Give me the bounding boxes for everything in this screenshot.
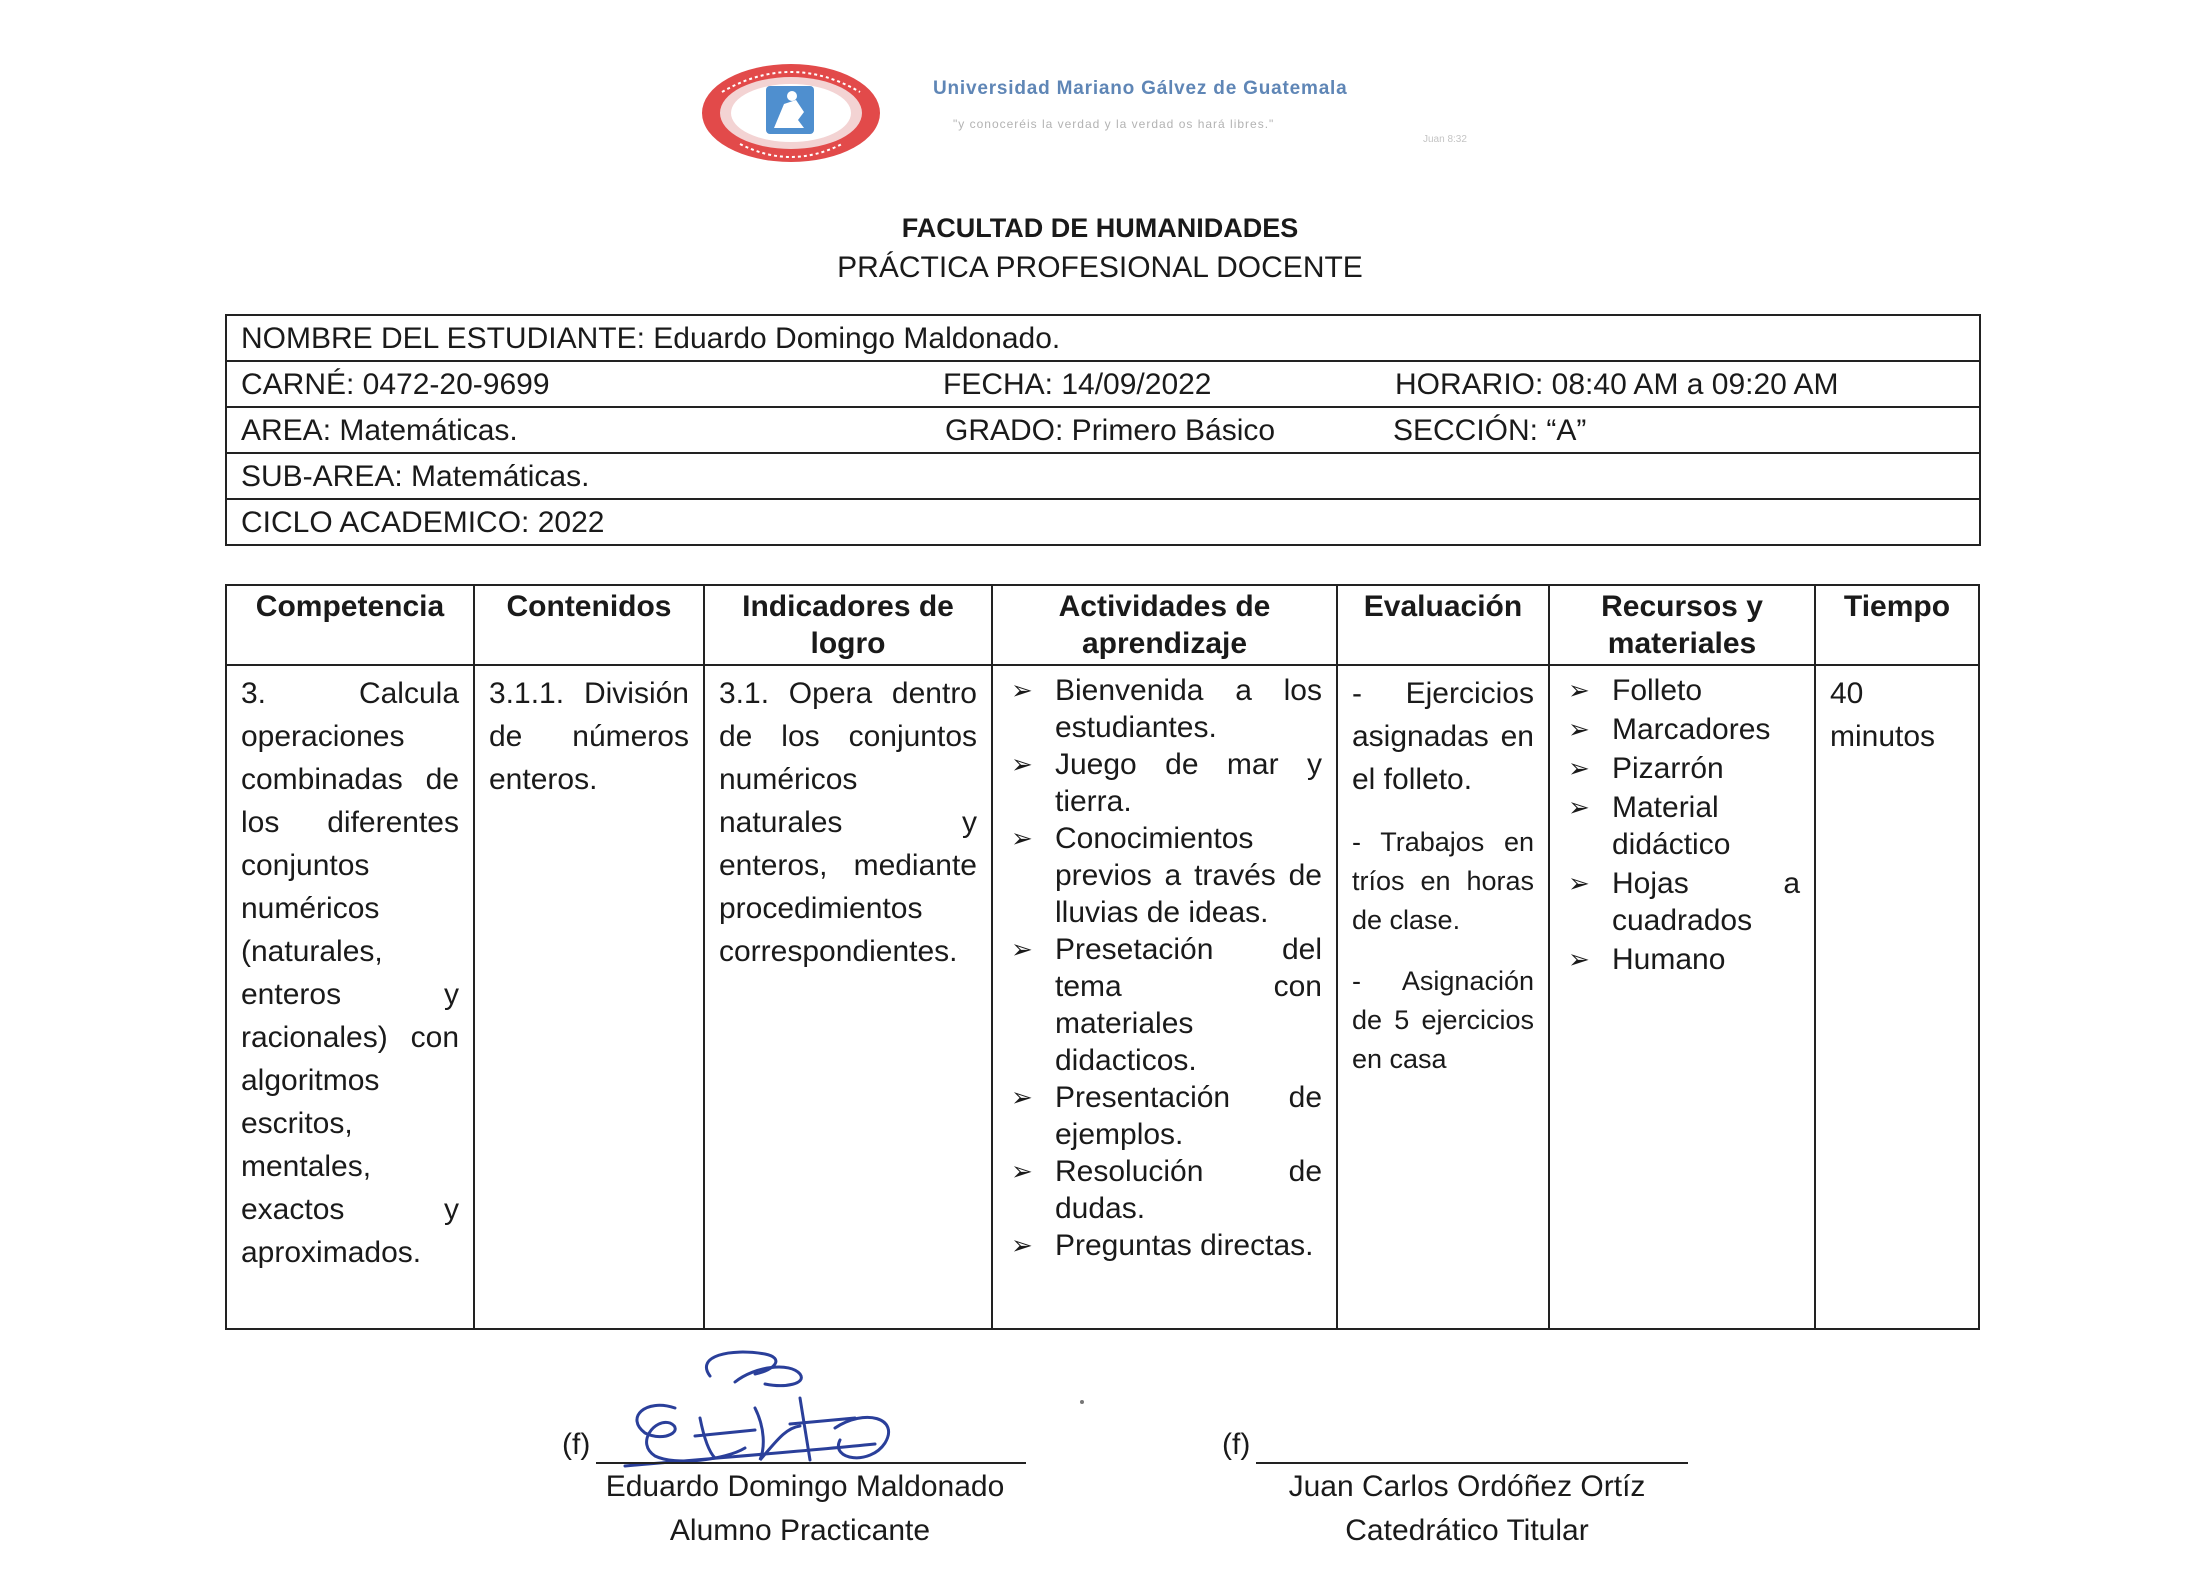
scan-speck <box>1080 1400 1084 1404</box>
contenidos-cell: 3.1.1. División de números enteros. <box>474 665 704 1329</box>
ciclo-academico: CICLO ACADEMICO: 2022 <box>241 506 605 539</box>
horario: HORARIO: 08:40 AM a 09:20 AM <box>1395 368 1839 401</box>
university-name: Universidad Mariano Gálvez de Guatemala <box>933 78 1348 99</box>
actividades-cell <box>992 665 1337 1329</box>
info-row-student <box>227 316 1979 362</box>
evaluation-item: - Trabajos en tríos en horas de clase. <box>1352 827 1534 935</box>
list-item: ➢ Conocimientos previos a través de lluvias de ideas. <box>1007 820 1322 931</box>
evaluacion-cell <box>1337 665 1549 1329</box>
grado: GRADO: Primero Básico <box>945 414 1276 447</box>
student-sign-prefix: (f) <box>562 1428 591 1461</box>
info-row-ciclo <box>227 500 1979 544</box>
list-item: ➢ Hojas a cuadrados <box>1564 865 1800 939</box>
header-evaluacion: Evaluación <box>1337 585 1549 665</box>
document-title: PRÁCTICA PROFESIONAL DOCENTE <box>837 251 1363 284</box>
teacher-sign-role: Catedrático Titular <box>1345 1514 1589 1547</box>
teacher-signature-line <box>1256 1462 1688 1464</box>
list-item: ➢ Pizarrón <box>1564 750 1800 787</box>
table-row <box>226 665 1979 1329</box>
activities-list <box>1007 672 1322 1264</box>
teacher-sign-name: Juan Carlos Ordóñez Ortíz <box>1288 1470 1646 1503</box>
teacher-sign-prefix: (f) <box>1222 1428 1251 1461</box>
list-item: ➢ Presentación de ejemplos. <box>1007 1079 1322 1153</box>
tiempo-cell: 40 minutos <box>1815 665 1979 1329</box>
competencia-cell: 3. Calcula operaciones combinadas de los diferentes conjuntos numéricos (naturales, enteros y racionales) con algoritmos escritos, mentales, exactos y aproximados. <box>226 665 474 1329</box>
list-item: ➢ Preguntas directas. <box>1007 1227 1322 1264</box>
list-item: ➢ Material didáctico <box>1564 789 1800 863</box>
info-row-area <box>227 408 1979 454</box>
list-item: ➢ Folleto <box>1564 672 1800 709</box>
student-signature-line <box>596 1462 1026 1464</box>
area: AREA: Matemáticas. <box>241 414 518 447</box>
carne: CARNÉ: 0472-20-9699 <box>241 368 550 401</box>
header-actividades: Actividades de aprendizaje <box>992 585 1337 665</box>
recursos-cell <box>1549 665 1815 1329</box>
evaluation-item: - Ejercicios asignadas en el folleto. <box>1352 677 1534 796</box>
indicadores-cell: 3.1. Opera dentro de los conjuntos numéricos naturales y enteros, mediante procedimientos correspondientes. <box>704 665 992 1329</box>
motto-verse: Juan 8:32 <box>1423 134 1467 145</box>
handwritten-signature <box>615 1348 915 1473</box>
student-name: NOMBRE DEL ESTUDIANTE: Eduardo Domingo Maldonado. <box>241 322 1061 355</box>
info-row-carne <box>227 362 1979 408</box>
header-recursos: Recursos y materiales <box>1549 585 1815 665</box>
info-row-subarea <box>227 454 1979 500</box>
list-item: ➢ Marcadores <box>1564 711 1800 748</box>
header-tiempo: Tiempo <box>1815 585 1979 665</box>
list-item: ➢ Bienvenida a los estudiantes. <box>1007 672 1322 746</box>
university-motto: "y conoceréis la verdad y la verdad os hará libres." <box>953 117 1275 131</box>
subarea: SUB-AREA: Matemáticas. <box>241 460 590 493</box>
faculty-title: FACULTAD DE HUMANIDADES <box>901 213 1299 243</box>
student-info-box <box>225 314 1981 546</box>
evaluation-item: - Asignación de 5 ejercicios en casa <box>1352 966 1534 1074</box>
student-sign-name: Eduardo Domingo Maldonado <box>605 1470 1005 1503</box>
header-competencia: Competencia <box>226 585 474 665</box>
lesson-plan-table <box>225 584 1980 1330</box>
list-item: ➢ Humano <box>1564 941 1800 978</box>
header-contenidos: Contenidos <box>474 585 704 665</box>
header-indicadores: Indicadores de logro <box>704 585 992 665</box>
seccion: SECCIÓN: “A” <box>1393 414 1587 447</box>
resources-list <box>1564 672 1800 978</box>
list-item: ➢ Resolución de dudas. <box>1007 1153 1322 1227</box>
university-seal-logo <box>700 62 882 165</box>
table-header-row <box>226 585 1979 665</box>
list-item: ➢ Juego de mar y tierra. <box>1007 746 1322 820</box>
fecha: FECHA: 14/09/2022 <box>943 368 1212 401</box>
student-sign-role: Alumno Practicante <box>669 1514 931 1547</box>
list-item: ➢ Presetación del tema con materiales didacticos. <box>1007 931 1322 1079</box>
